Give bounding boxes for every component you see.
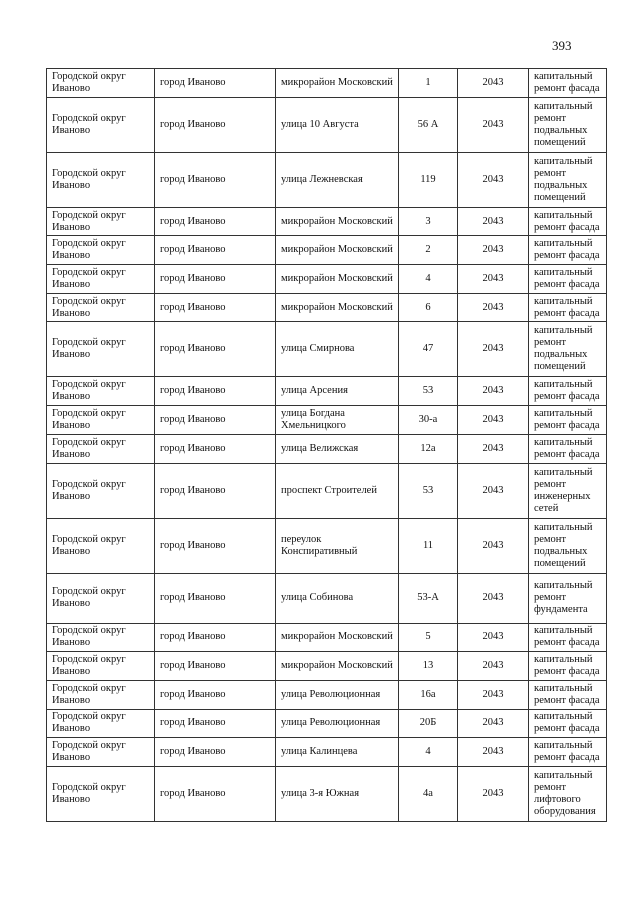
street-cell: микрорайон Московский — [276, 265, 399, 294]
district-cell: Городской округ Иваново — [47, 573, 155, 623]
house-number-cell: 4а — [399, 766, 458, 821]
table-row — [47, 738, 607, 767]
house-number-cell: 1 — [399, 69, 458, 98]
street-cell: улица Богдана Хмельницкого — [276, 406, 399, 435]
table-row — [47, 265, 607, 294]
street-cell: улица Смирнова — [276, 322, 399, 377]
city-cell: город Иваново — [155, 463, 276, 518]
work-type-cell: капитальный ремонт фасада — [529, 709, 607, 738]
house-number-cell: 5 — [399, 623, 458, 652]
district-cell: Городской округ Иваново — [47, 293, 155, 322]
city-cell: город Иваново — [155, 652, 276, 681]
work-type-cell: капитальный ремонт фасада — [529, 680, 607, 709]
house-number-cell: 4 — [399, 265, 458, 294]
work-type-cell: капитальный ремонт подвальных помещений — [529, 97, 607, 152]
year-cell: 2043 — [458, 738, 529, 767]
house-number-cell: 13 — [399, 652, 458, 681]
street-cell: улица 10 Августа — [276, 97, 399, 152]
city-cell: город Иваново — [155, 738, 276, 767]
district-cell: Городской округ Иваново — [47, 652, 155, 681]
page-number: 393 — [552, 38, 572, 53]
work-type-cell: капитальный ремонт фундамента — [529, 573, 607, 623]
work-type-cell: капитальный ремонт фасада — [529, 236, 607, 265]
table-row — [47, 236, 607, 265]
year-cell: 2043 — [458, 680, 529, 709]
city-cell: город Иваново — [155, 97, 276, 152]
table-row — [47, 377, 607, 406]
city-cell: город Иваново — [155, 406, 276, 435]
city-cell: город Иваново — [155, 207, 276, 236]
district-cell: Городской округ Иваново — [47, 623, 155, 652]
year-cell: 2043 — [458, 97, 529, 152]
street-cell: улица Лежневская — [276, 152, 399, 207]
year-cell: 2043 — [458, 766, 529, 821]
year-cell: 2043 — [458, 69, 529, 98]
house-number-cell: 30-а — [399, 406, 458, 435]
house-number-cell: 56 А — [399, 97, 458, 152]
work-type-cell: капитальный ремонт подвальных помещений — [529, 152, 607, 207]
city-cell: город Иваново — [155, 236, 276, 265]
work-type-cell: капитальный ремонт фасада — [529, 293, 607, 322]
table-row — [47, 623, 607, 652]
city-cell: город Иваново — [155, 322, 276, 377]
street-cell: улица Калинцева — [276, 738, 399, 767]
district-cell: Городской округ Иваново — [47, 434, 155, 463]
street-cell: микрорайон Московский — [276, 69, 399, 98]
house-number-cell: 3 — [399, 207, 458, 236]
house-number-cell: 53 — [399, 463, 458, 518]
city-cell: город Иваново — [155, 265, 276, 294]
table-row — [47, 293, 607, 322]
city-cell: город Иваново — [155, 623, 276, 652]
work-type-cell: капитальный ремонт лифтового оборудования — [529, 766, 607, 821]
year-cell: 2043 — [458, 406, 529, 435]
city-cell: город Иваново — [155, 434, 276, 463]
work-type-cell: капитальный ремонт фасада — [529, 406, 607, 435]
district-cell: Городской округ Иваново — [47, 406, 155, 435]
year-cell: 2043 — [458, 377, 529, 406]
city-cell: город Иваново — [155, 69, 276, 98]
table-row — [47, 69, 607, 98]
city-cell: город Иваново — [155, 680, 276, 709]
house-number-cell: 4 — [399, 738, 458, 767]
street-cell: улица Арсения — [276, 377, 399, 406]
table-row — [47, 207, 607, 236]
house-number-cell: 2 — [399, 236, 458, 265]
house-number-cell: 16а — [399, 680, 458, 709]
street-cell: микрорайон Московский — [276, 652, 399, 681]
district-cell: Городской округ Иваново — [47, 322, 155, 377]
street-cell: переулок Конспиративный — [276, 518, 399, 573]
district-cell: Городской округ Иваново — [47, 518, 155, 573]
table-row — [47, 97, 607, 152]
city-cell: город Иваново — [155, 709, 276, 738]
city-cell: город Иваново — [155, 766, 276, 821]
table-row — [47, 152, 607, 207]
year-cell: 2043 — [458, 207, 529, 236]
district-cell: Городской округ Иваново — [47, 207, 155, 236]
table-row — [47, 709, 607, 738]
work-type-cell: капитальный ремонт фасада — [529, 623, 607, 652]
year-cell: 2043 — [458, 463, 529, 518]
work-type-cell: капитальный ремонт подвальных помещений — [529, 518, 607, 573]
work-type-cell: капитальный ремонт инженерных сетей — [529, 463, 607, 518]
year-cell: 2043 — [458, 518, 529, 573]
house-number-cell: 12а — [399, 434, 458, 463]
year-cell: 2043 — [458, 236, 529, 265]
table-body — [47, 69, 607, 822]
house-number-cell: 47 — [399, 322, 458, 377]
table-row — [47, 518, 607, 573]
year-cell: 2043 — [458, 652, 529, 681]
district-cell: Городской округ Иваново — [47, 69, 155, 98]
year-cell: 2043 — [458, 322, 529, 377]
street-cell: улица Велижская — [276, 434, 399, 463]
table-row — [47, 434, 607, 463]
district-cell: Городской округ Иваново — [47, 709, 155, 738]
city-cell: город Иваново — [155, 518, 276, 573]
street-cell: улица Собинова — [276, 573, 399, 623]
repair-schedule-table — [46, 68, 607, 822]
work-type-cell: капитальный ремонт фасада — [529, 434, 607, 463]
street-cell: микрорайон Московский — [276, 293, 399, 322]
year-cell: 2043 — [458, 293, 529, 322]
district-cell: Городской округ Иваново — [47, 738, 155, 767]
street-cell: проспект Строителей — [276, 463, 399, 518]
house-number-cell: 20Б — [399, 709, 458, 738]
city-cell: город Иваново — [155, 152, 276, 207]
table-row — [47, 463, 607, 518]
street-cell: улица 3-я Южная — [276, 766, 399, 821]
house-number-cell: 53-А — [399, 573, 458, 623]
table-row — [47, 573, 607, 623]
city-cell: город Иваново — [155, 573, 276, 623]
district-cell: Городской округ Иваново — [47, 236, 155, 265]
district-cell: Городской округ Иваново — [47, 377, 155, 406]
work-type-cell: капитальный ремонт подвальных помещений — [529, 322, 607, 377]
house-number-cell: 6 — [399, 293, 458, 322]
year-cell: 2043 — [458, 152, 529, 207]
district-cell: Городской округ Иваново — [47, 97, 155, 152]
house-number-cell: 119 — [399, 152, 458, 207]
house-number-cell: 53 — [399, 377, 458, 406]
district-cell: Городской округ Иваново — [47, 265, 155, 294]
year-cell: 2043 — [458, 709, 529, 738]
year-cell: 2043 — [458, 623, 529, 652]
work-type-cell: капитальный ремонт фасада — [529, 265, 607, 294]
year-cell: 2043 — [458, 434, 529, 463]
house-number-cell: 11 — [399, 518, 458, 573]
city-cell: город Иваново — [155, 293, 276, 322]
table-row — [47, 766, 607, 821]
work-type-cell: капитальный ремонт фасада — [529, 738, 607, 767]
street-cell: микрорайон Московский — [276, 236, 399, 265]
work-type-cell: капитальный ремонт фасада — [529, 69, 607, 98]
district-cell: Городской округ Иваново — [47, 766, 155, 821]
city-cell: город Иваново — [155, 377, 276, 406]
district-cell: Городской округ Иваново — [47, 463, 155, 518]
work-type-cell: капитальный ремонт фасада — [529, 377, 607, 406]
district-cell: Городской округ Иваново — [47, 680, 155, 709]
table-row — [47, 652, 607, 681]
work-type-cell: капитальный ремонт фасада — [529, 652, 607, 681]
year-cell: 2043 — [458, 573, 529, 623]
district-cell: Городской округ Иваново — [47, 152, 155, 207]
street-cell: микрорайон Московский — [276, 207, 399, 236]
year-cell: 2043 — [458, 265, 529, 294]
work-type-cell: капитальный ремонт фасада — [529, 207, 607, 236]
table-row — [47, 680, 607, 709]
table-row — [47, 322, 607, 377]
street-cell: улица Революционная — [276, 709, 399, 738]
street-cell: микрорайон Московский — [276, 623, 399, 652]
table-row — [47, 406, 607, 435]
street-cell: улица Революционная — [276, 680, 399, 709]
